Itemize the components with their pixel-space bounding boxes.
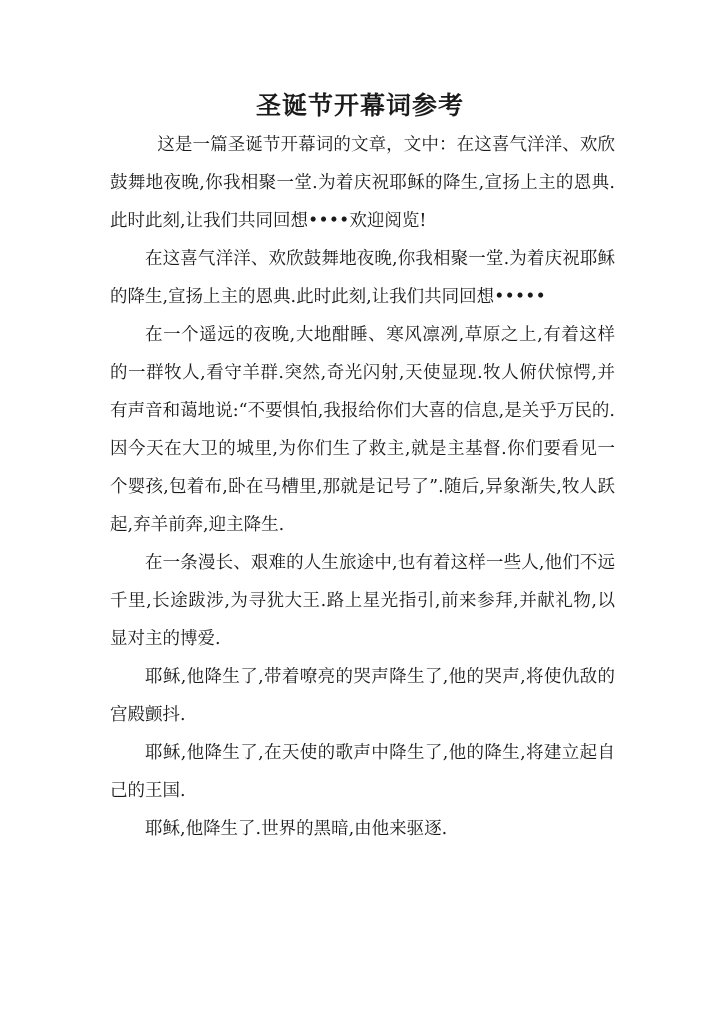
paragraph-wise-men: 在一条漫长、艰难的人生旅途中,也有着这样一些人,他们不远千里,长途跋涉,为寻犹大王.路上星光指引,前来参拜,并献礼物,以显对主的博爱. [110, 553, 615, 649]
document-body [110, 126, 615, 848]
paragraph-intro: 这是一篇圣诞节开幕词的文章，文中：在这喜气洋洋、欢欣鼓舞地夜晚,你我相聚一堂.为着庆祝耶稣的降生,宣扬上主的恩典.此时此刻,让我们共同回想••••欢迎阅览! [110, 135, 615, 231]
paragraph-jesus-born-singing: 耶稣,他降生了,在天使的歌声中降生了,他的降生,将建立起自己的王国. [110, 743, 615, 801]
paragraph-jesus-born-light: 耶稣,他降生了.世界的黑暗,由他来驱逐. [145, 819, 448, 839]
paragraph-jesus-born-crying: 耶稣,他降生了,带着嘹亮的哭声降生了,他的哭声,将使仇敌的宫殿颤抖. [110, 667, 615, 725]
paragraph-shepherds: 在一个遥远的夜晚,大地酣睡、寒风凛冽,草原之上,有着这样的一群牧人,看守羊群.突然,奇光闪射,天使显现.牧人俯伏惊愕,并有声音和蔼地说:“不要惧怕,我报给你们大喜的信息,是关乎万民的.因今天在大卫的城里,为你们生了救主,就是主基督.你们要看见一个婴孩,包着布,卧在马槽里,那就是记号了”.随后,异象渐失,牧人跃起,弃羊前奔,迎主降生. [110, 325, 615, 535]
document-title: 圣诞节开幕词参考 [255, 91, 464, 120]
paragraph-opening: 在这喜气洋洋、欢欣鼓舞地夜晚,你我相聚一堂.为着庆祝耶稣的降生,宣扬上主的恩典.此时此刻,让我们共同回想••••• [110, 249, 615, 307]
